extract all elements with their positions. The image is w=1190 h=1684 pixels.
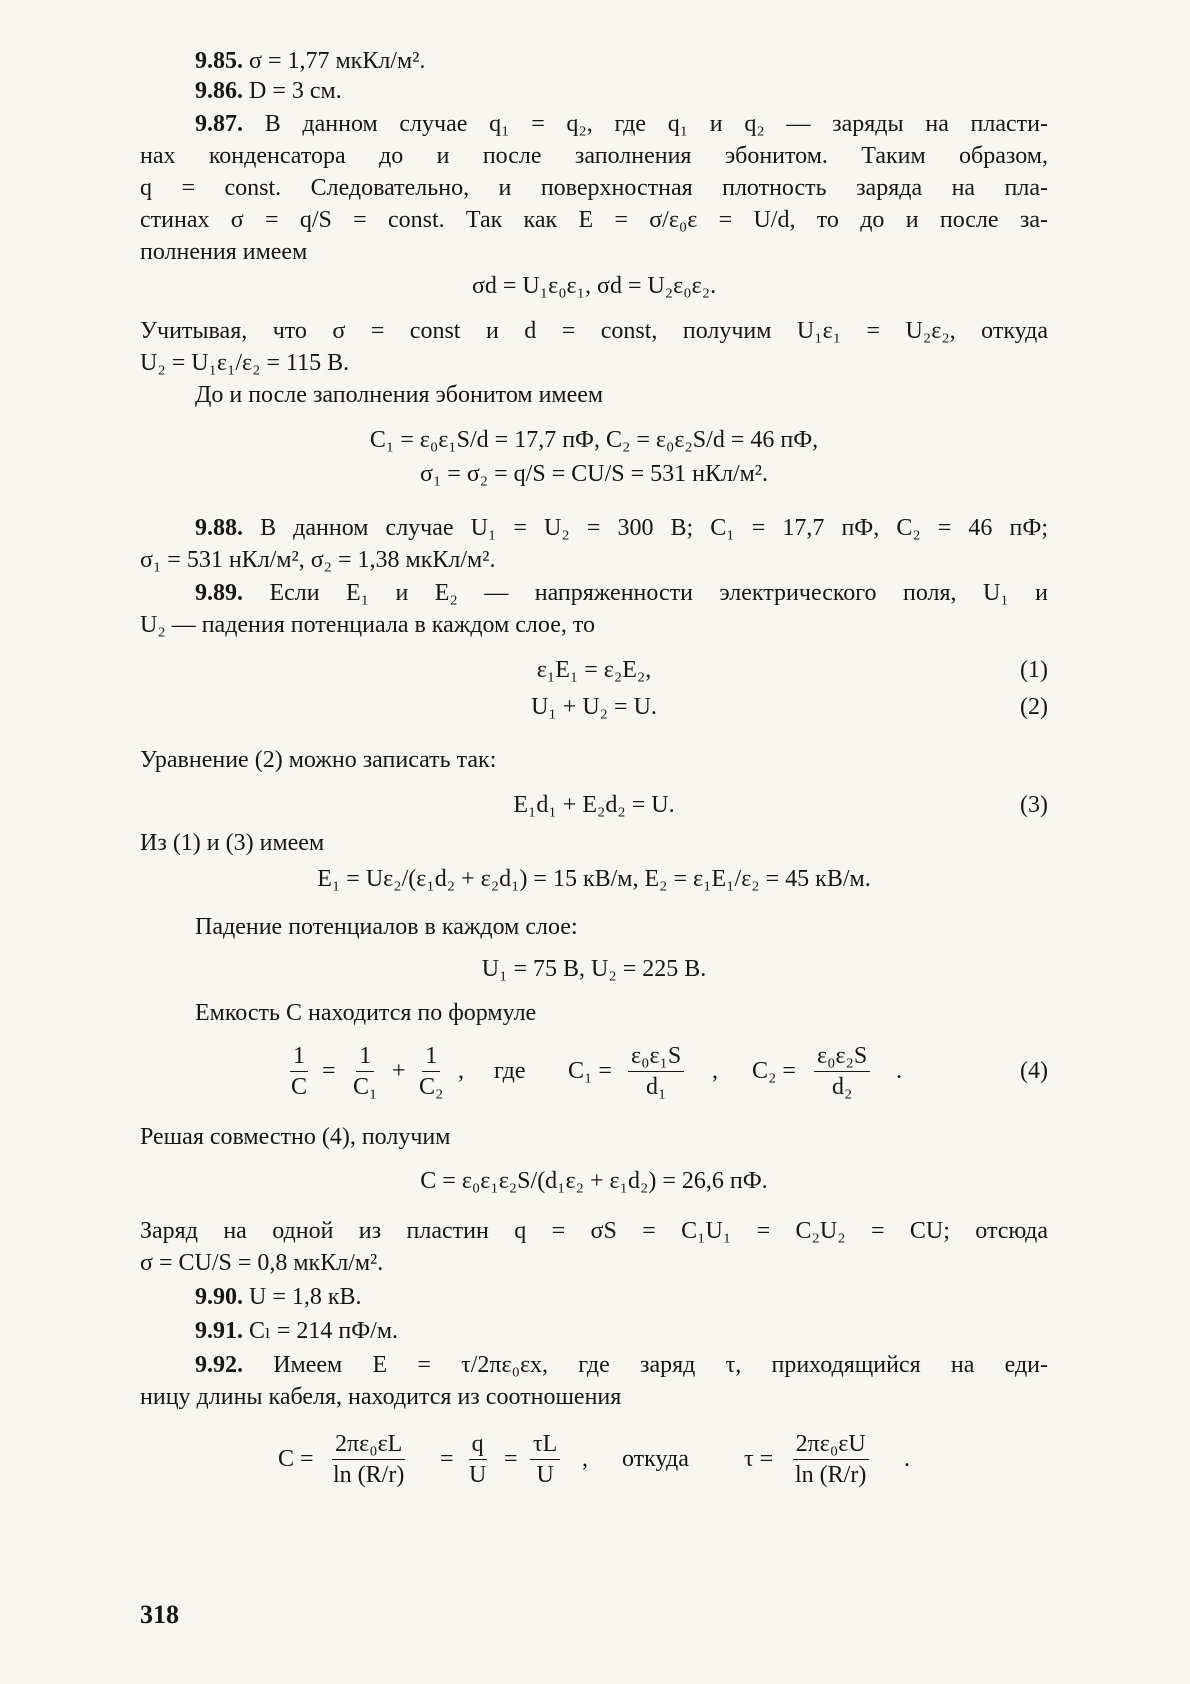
comma: , <box>582 1446 588 1472</box>
fraction: $\frac{1}{C}$ <box>291 1043 308 1100</box>
equation: E₁ = Uε₂/(ε₁d₂ + ε₂d₁) = 15 кВ/м, E₂ = ε₁E₁/ε₂ = 45 кВ/м. <box>317 866 871 892</box>
fraction: $\frac{1}{\text{C₂}}$ <box>419 1043 444 1100</box>
answer-9-88-line-1: 9.88. В данном случае U₁ = U₂ = 300 В; C₁ = 17,7 пФ, C₂ = 46 пФ; <box>195 515 1048 541</box>
plus-sign: + <box>392 1058 406 1084</box>
page-number: 318 <box>140 1600 179 1629</box>
answer-9-87-line-1: 9.87. В данном случае q₁ = q₂, где q₁ и q₂ — заряды на пласти- <box>195 111 1048 137</box>
whence-word: откуда <box>622 1446 689 1472</box>
equation: C = ε₀ε₁ε₂S/(d₁ε₂ + ε₁d₂) = 26,6 пФ. <box>420 1168 768 1194</box>
equation-number: (3) <box>1020 792 1048 818</box>
fraction: $\frac{1}{\text{C₁}}$ <box>353 1043 378 1100</box>
text-line: U₂ = U₁ε₁/ε₂ = 115 В. <box>140 350 350 376</box>
equation: C₁ = ε₀ε₁S/d = 17,7 пФ, C₂ = ε₀ε₂S/d = 46 пФ, <box>369 427 819 453</box>
text-line: σ₁ = 531 нКл/м², σ₂ = 1,38 мкКл/м². <box>140 547 496 573</box>
text-line: полнения имеем <box>140 239 308 265</box>
equals-sign: = <box>440 1446 454 1472</box>
period: . <box>896 1058 902 1084</box>
equation-1: ε₁E₁ = ε₂E₂, <box>536 657 652 683</box>
equation-number: (1) <box>1020 657 1048 683</box>
answer-9-90: 9.90. U = 1,8 кВ. <box>195 1284 362 1310</box>
answer-9-85: 9.85. σ = 1,77 мкКл/м². <box>195 48 426 74</box>
equation-number: (2) <box>1020 694 1048 720</box>
text-line: До и после заполнения эбонитом имеем <box>195 382 604 408</box>
text-line: σ = CU/S = 0,8 мкКл/м². <box>140 1250 384 1276</box>
where-word: где <box>494 1058 526 1084</box>
c2-label: C₂ = <box>752 1058 796 1084</box>
text-line: U₂ — падения потенциала в каждом слое, то <box>140 612 596 638</box>
text-line: стинах σ = q/S = const. Так как E = σ/ε₀ε = U/d, то до и после за- <box>140 207 1048 233</box>
text-line: Из (1) и (3) имеем <box>140 830 325 856</box>
answer-9-91: 9.91. Cₗ = 214 пФ/м. <box>195 1318 399 1344</box>
fraction: $\frac{\text{2πε₀εU}}{\ln (R/r)}$ <box>792 1430 869 1489</box>
text-line: нах конденсатора до и после заполнения эбонитом. Таким образом, <box>140 143 1048 169</box>
equation-2: U₁ + U₂ = U. <box>531 694 657 720</box>
equation: σ₁ = σ₂ = q/S = CU/S = 531 нКл/м². <box>420 461 768 487</box>
comma: , <box>712 1058 718 1084</box>
text-line: Заряд на одной из пластин q = σS = C₁U₁ = C₂U₂ = CU; отсюда <box>140 1218 1048 1244</box>
text-line: Емкость C находится по формуле <box>195 1000 537 1026</box>
text-line: Уравнение (2) можно записать так: <box>140 747 497 773</box>
text-line: Падение потенциалов в каждом слое: <box>195 914 578 940</box>
equals-sign: = <box>322 1058 336 1084</box>
c1-label: C₁ = <box>568 1058 612 1084</box>
fraction: $\frac{\text{2πε₀εL}}{\ln (R/r)}$ <box>333 1431 405 1488</box>
period: . <box>904 1446 910 1472</box>
c-label: C = <box>278 1446 314 1472</box>
fraction: $\frac{\tau L}{U}$ <box>530 1430 560 1489</box>
fraction: $\frac{\text{ε₀ε₂S}}{\text{d₂}}$ <box>814 1042 870 1101</box>
tau-label: τ = <box>744 1446 774 1472</box>
answer-9-92-line-1: 9.92. Имеем E = τ/2πε₀εx, где заряд τ, приходящийся на еди- <box>195 1352 1048 1378</box>
equation-3: E₁d₁ + E₂d₂ = U. <box>513 792 675 818</box>
fraction: $\frac{\text{ε₀ε₁S}}{\text{d₁}}$ <box>628 1042 684 1101</box>
text-line: ницу длины кабеля, находится из соотношения <box>140 1384 622 1410</box>
comma: , <box>458 1058 464 1084</box>
equation: U₁ = 75 В, U₂ = 225 В. <box>481 956 707 982</box>
text-line: Решая совместно (4), получим <box>140 1124 451 1150</box>
answer-9-89-line-1: 9.89. Если E₁ и E₂ — напряженности электрического поля, U₁ и <box>195 580 1048 606</box>
equation: σd = U₁ε₀ε₁, σd = U₂ε₀ε₂. <box>471 273 717 299</box>
fraction: $\frac{q}{U}$ <box>469 1431 487 1488</box>
answer-9-86: 9.86. D = 3 см. <box>195 78 342 104</box>
equation-number: (4) <box>1020 1058 1048 1084</box>
text-line: Учитывая, что σ = const и d = const, получим U₁ε₁ = U₂ε₂, откуда <box>140 318 1048 344</box>
text-line: q = const. Следовательно, и поверхностная плотность заряда на пла- <box>140 175 1048 201</box>
equals-sign: = <box>504 1446 518 1472</box>
